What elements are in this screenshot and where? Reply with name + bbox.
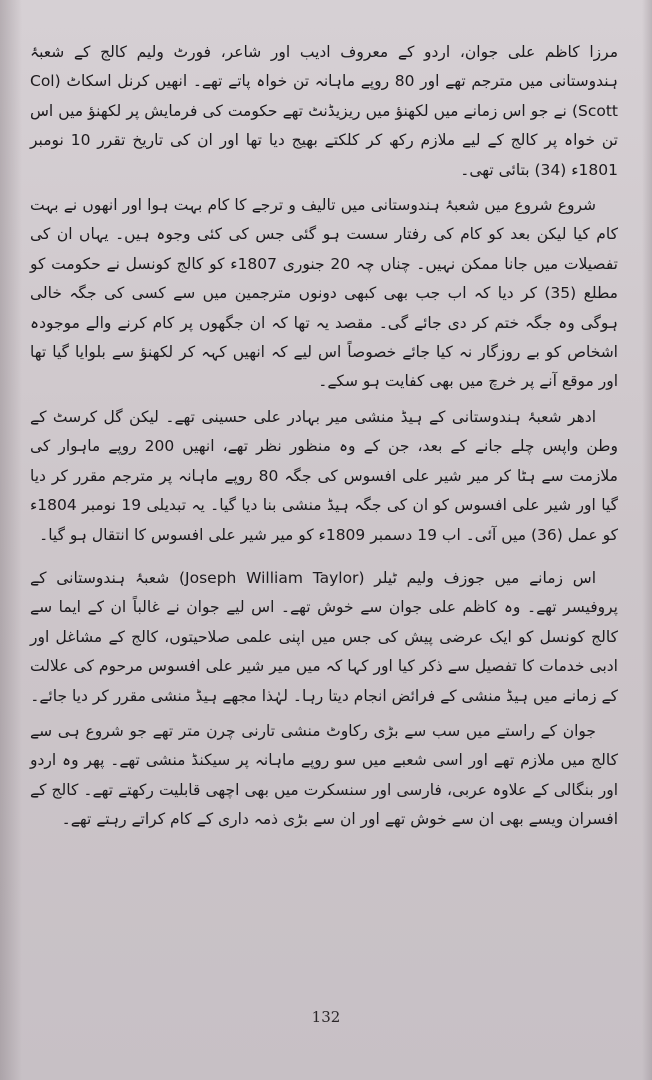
paragraph-5: جوان کے راستے میں سب سے بڑی رکاوٹ منشی تارنی چرن متر تھے جو شروع ہی سے کالج میں ملازم تھے اور اسی شعبے میں سو روپے ماہانہ پر سیکنڈ منشی تھے۔ پھر وہ اردو اور بنگالی کے علاوہ عربی، فارسی اور سنسکرت میں بھی اچھی قابلیت رکھتے تھے۔ کالج کے افسران ویسے بھی ان سے خوش تھے اور ان سے بڑی ذمہ داری کے کام کراتے رہتے تھے۔ bbox=[30, 721, 618, 829]
paragraph-2: شروع شروع میں شعبۂ ہندوستانی میں تالیف و ترجے کا کام بہت ہوا اور انھوں نے بہت کام کیا لیکن بعد کو کام کی رفتار سست ہو گئی جس کی کئی وجوہ ہیں۔ یہاں ان کی تفصیلات میں جانا ممکن نہیں۔ چناں چہ 20 جنوری 1807ء کو کالج کونسل نے حکومت کو مطلع (35) کر دیا کہ اب جب بھی کبھی دونوں مترجمین میں سے کسی کی جگہ خالی ہوگی وہ جگہ ختم کر دی جائے گی۔ مقصد یہ تھا کہ ان جگھوں پر کام کرنے والے موجودہ اشخاص کو بے روزگار نہ کیا جائے خصوصاً اس لیے کہ انھیں کہہ کر لکھنؤ سے بلوایا گیا تھا اور موقع آنے پر خرچ میں بھی کفایت ہو سکے۔ bbox=[30, 196, 618, 391]
paragraph-1: مرزا کاظم علی جوان، اردو کے معروف ادیب اور شاعر، فورٹ ولیم کالج کے شعبۂ ہندوستانی میں مترجم تھے اور 80 روپے ماہانہ تن خواہ پاتے تھے۔ انھیں کرنل اسکاٹ (Col Scott) نے جو اس زمانے میں لکھنؤ میں ریزیڈنٹ تھے حکومت کی فرمایش پر لکھنؤ میں اس تن خواہ پر کالج کے لیے ملازم رکھ کر کلکتے بھیج دیا تھا اور ان کی تاریخ تقرر 10 نومبر 1801ء (34) بتائی تھی۔ bbox=[30, 43, 618, 179]
body-text bbox=[30, 38, 618, 835]
paragraph-3: ادھر شعبۂ ہندوستانی کے ہیڈ منشی میر بہادر علی حسینی تھے۔ لیکن گل کرسٹ کے وطن واپس چلے جانے کے بعد، جن کے وہ منظور نظر تھے، انھیں 200 روپے ماہوار کی ملازمت سے ہٹا کر میر شیر علی افسوس کی جگہ 80 روپے ماہانہ پر مترجم مقرر کر دیا گیا اور شیر علی افسوس کو ان کی جگہ ہیڈ منشی بنا دیا گیا۔ یہ تبدیلی 19 نومبر 1804ء کو عمل (36) میں آئی۔ اب 19 دسمبر 1809ء کو میر شیر علی افسوس کا انتقال ہو گیا۔ bbox=[30, 407, 618, 544]
paragraph-4: اس زمانے میں جوزف ولیم ٹیلر (Joseph William Taylor) شعبۂ ہندوستانی کے پروفیسر تھے۔ وہ کاظم علی جوان سے خوش تھے۔ اس لیے جوان نے غالباً ان کے ایما سے کالج کونسل کو ایک عرضی پیش کی جس میں اپنی علمی صلاحیتوں، کالج کے مشاغل اور ادبی خدمات کا تفصیل سے ذکر کیا اور کہا کہ میں میر شیر علی افسوس مرحوم کی علالت کے زمانے میں ہیڈ منشی کے فرائض انجام دیتا رہا۔ لہٰذا مجھے ہیڈ منشی مقرر کر دیا جائے۔ bbox=[30, 568, 618, 705]
page-edge-shadow bbox=[642, 0, 652, 1080]
page-fold-shadow bbox=[0, 0, 22, 1080]
page-number: 132 bbox=[311, 1008, 341, 1026]
